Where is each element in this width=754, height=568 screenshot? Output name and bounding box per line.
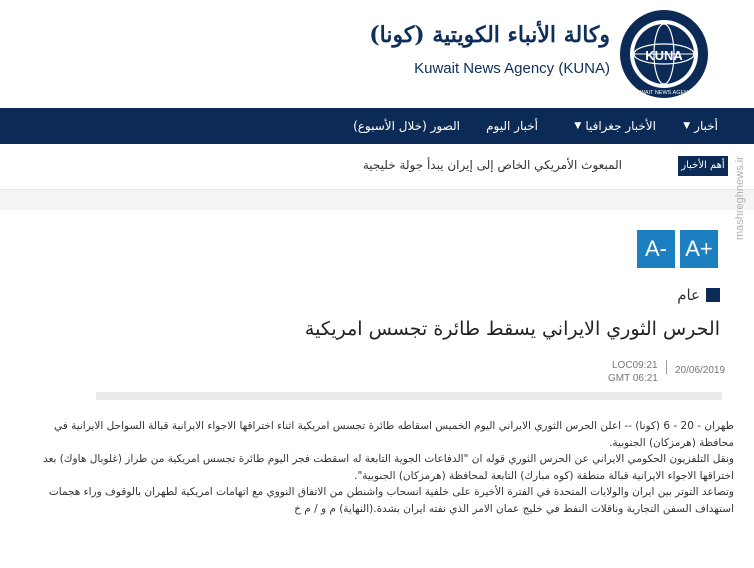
article-body bbox=[18, 418, 734, 517]
site-header bbox=[0, 0, 754, 108]
article-local-time: LOC09:21 bbox=[612, 360, 658, 371]
chevron-down-icon: ▼ bbox=[574, 121, 582, 131]
main-navbar bbox=[0, 108, 754, 144]
logo-text-arabic[interactable]: وكالة الأنباء الكويتية (كونا) bbox=[369, 22, 610, 48]
font-decrease-button[interactable]: A- bbox=[637, 230, 675, 268]
article-paragraph: وتصاعد التوتر بين ايران والولايات المتحدة في الفترة الأخيرة على خلفية انسحاب واشنطن من الاتفاق النووي مع اتهامات امريكية لطهران بالوقوف وراء هجمات استهداف السفن التجارية وناقلات النفط في خليج عمان الامر الذي نفته ايران بشدة.(النهاية) م و / م خ bbox=[48, 486, 734, 515]
article-title: الحرس الثوري الايراني يسقط طائرة تجسس امريكية bbox=[304, 318, 720, 340]
nav-item-label: أخبار bbox=[694, 119, 718, 133]
category-label: عام bbox=[677, 286, 700, 304]
breaking-news-headline[interactable]: المبعوث الأمريكي الخاص إلى إيران يبدأ جولة خليجية bbox=[362, 158, 622, 172]
category-marker-icon bbox=[706, 288, 720, 302]
breaking-news-label: أهم الأخبار bbox=[678, 156, 728, 176]
meta-separator bbox=[666, 360, 667, 374]
nav-item-today-news[interactable] bbox=[486, 108, 538, 144]
nav-item-news[interactable] bbox=[683, 108, 718, 144]
article-paragraph: طهران - 20 - 6 (كونا) -- اعلن الحرس الثوري الايراني اليوم الخميس اسقاطه طائرة تجسس امريكية اثناء اختراقها الاجواء الايرانية قبالة السواحل الايرانية في محافظة (هرمزكان) الجنوبية. bbox=[53, 420, 734, 449]
logo-text-english[interactable]: Kuwait News Agency (KUNA) bbox=[414, 60, 610, 77]
emblem-top-text: KUNA bbox=[645, 48, 683, 63]
emblem-bottom-text: KUWAIT NEWS AGENCY bbox=[632, 90, 696, 96]
meta-divider bbox=[96, 392, 722, 400]
chevron-down-icon: ▼ bbox=[683, 121, 691, 131]
breaking-news-bar bbox=[0, 144, 754, 190]
article-gmt-time: GMT 06:21 bbox=[608, 373, 658, 384]
article-paragraph: ونقل التلفزيون الحكومي الايراني عن الحرس الثوري قوله ان "الدفاعات الجوية التابعة له اسقطت فجر اليوم طائرة تجسس امريكية من طراز (غلوبال هاوك) بعد اختراقها الاجواء الايرانية قبالة منطقة (كوه مبارك) التابعة لمحافظة (هرمزكان) الجنوبية". bbox=[42, 453, 734, 482]
nav-item-photos-week[interactable] bbox=[353, 108, 460, 144]
article-date: 20/06/2019 bbox=[675, 365, 726, 376]
font-increase-button[interactable]: A+ bbox=[680, 230, 718, 268]
nav-item-geo-news[interactable] bbox=[574, 108, 656, 144]
kuna-emblem-icon[interactable] bbox=[618, 8, 710, 100]
nav-item-label: أخبار اليوم bbox=[486, 119, 538, 133]
section-divider bbox=[0, 190, 754, 210]
watermark-text: mashreghnews.ir bbox=[734, 156, 746, 240]
nav-item-label: الأخبار جغرافيا bbox=[585, 119, 656, 133]
nav-item-label: الصور (خلال الأسبوع) bbox=[353, 119, 460, 133]
article-category[interactable] bbox=[677, 286, 720, 304]
